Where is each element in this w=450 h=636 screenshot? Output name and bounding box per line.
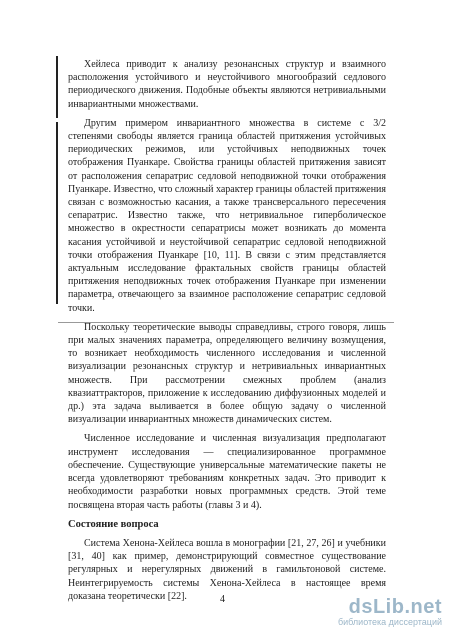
paragraph: Система Хенона-Хейлеса вошла в монографии [21, 27, 26] и учебники [31, 40] как пример, демонстрирующий совместное существование регулярных и нерегулярных движений в гамильтоновой системе. Неинтегрируемость системы Хенона-Хейлеса в настоящее время доказана теоретически [22].	[68, 537, 386, 602]
margin-bar	[56, 122, 58, 304]
watermark	[332, 596, 442, 627]
watermark-logo: dsLib.net	[348, 596, 442, 618]
paragraph: Поскольку теоретические выводы справедливы, строго говоря, лишь при малых значениях параметра, определяющего величину возмущения, то возникает необходимость численного исследования и численной визуализации резонансных структур и нетривиальных инвариантных множеств. При рассмотрении смежных проблем (анализ квазиаттракторов, приложение к исследованию диффузионных моделей и др.) эта задача выливается в более общую задачу о численной визуализации инвариантных множеств динамических систем.	[68, 321, 386, 426]
paragraph: Численное исследование и численная визуализация предполагают инструмент исследования — специализированное программное обеспечение. Существующие универсальные математические пакеты не всегда удовлетворяют требованиям конкретных задач. Это приводит к необходимости разработки новых программных средств. Этой теме посвящена вторая часть работы (главы 3 и 4).	[68, 433, 386, 511]
margin-bar	[56, 56, 58, 118]
paragraph: Другим примером инвариантного множества в системе с 3/2 степенями свободы является граница областей притяжения устойчивых периодических режимов, или устойчивых неподвижных точек отображения Пуанкаре. Свойства границы областей притяжения зависят от расположения сепаратрис седловой неподвижной точки отображения Пуанкаре. Известно, что сложный характер границы областей притяжения связан с возможностью касания, а также трансверсального пересечения сепаратрис. Известно также, что нетривиальное гиперболическое множество в окрестности сепаратрисы может возникать до момента касания устойчивой и неустойчивой сепаратрис седловой неподвижной точки отображения Пуанкаре [10, 11]. В связи с этим представляется актуальным исследование фрактальных свойств границы областей притяжения неподвижных точек отображения Пуанкаре при изменении параметра, отвечающего за взаимное расположение сепаратрис седловой точки.	[68, 117, 386, 314]
watermark-subtitle: библиотека диссертаций	[337, 617, 442, 627]
body-text	[68, 58, 386, 609]
paragraph: Хейлеса приводит к анализу резонансных структур и взаимного расположения устойчивого и неустойчивого многообразий седлового периодического движения. Подобные объекты являются нетривиальными инвариантными множествами.	[68, 59, 386, 110]
section-heading: Состояние вопроса	[68, 518, 159, 530]
page-number: 4	[220, 594, 225, 605]
